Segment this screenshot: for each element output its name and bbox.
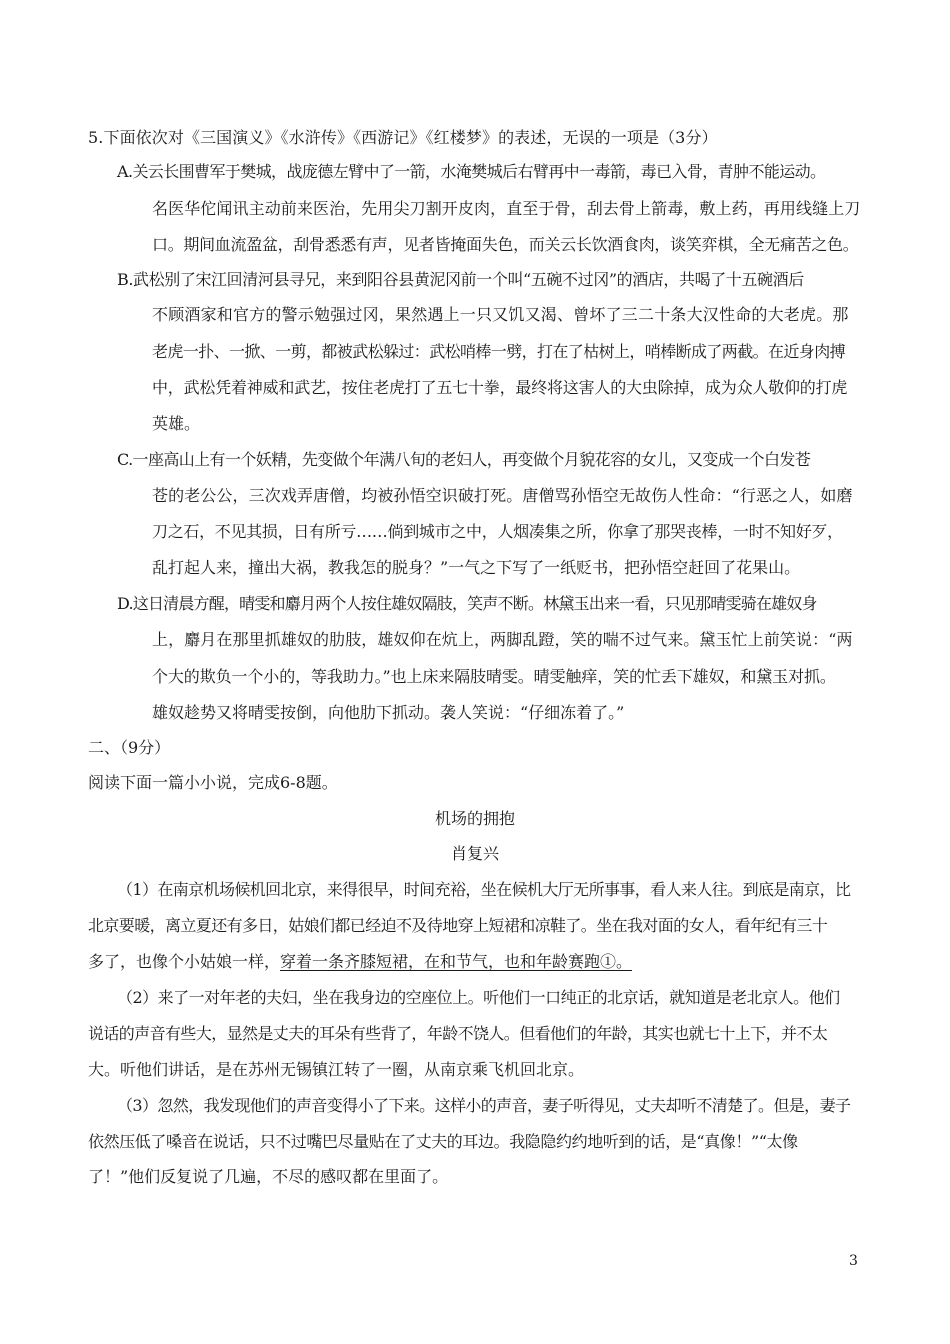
- option-c-line-1: C.一座高山上有一个妖精，先变做个年满八旬的老妇人，再变做个月貌花容的女儿，又变成一个白发苍: [117, 450, 811, 469]
- underlined-phrase-1: 穿着一条齐膝短裙，在和节气，也和年龄赛跑①。: [280, 952, 633, 971]
- option-c-line-2: 苍的老公公，三次戏弄唐僧，均被孙悟空识破打死。唐僧骂孙悟空无故伤人性命：“行恶之人，如磨: [152, 486, 853, 505]
- paragraph-1-line-1: （1）在南京机场候机回北京，来得很早，时间充裕，坐在候机大厅无所事事，看人来人往。到底是南京，比: [117, 880, 851, 899]
- paragraph-2-line-1: （2）来了一对年老的夫妇，坐在我身边的空座位上。听他们一口纯正的北京话，就知道是老北京人。他们: [117, 988, 840, 1007]
- option-b-line-2: 不顾酒家和官方的警示勉强过冈，果然遇上一只又饥又渴、曾坏了三二十条大汉性命的大老虎。那: [152, 305, 849, 324]
- paragraph-3-line-3: 了！”他们反复说了几遍，不尽的感叹都在里面了。: [88, 1167, 449, 1186]
- paragraph-1-line-3: [88, 952, 632, 972]
- option-b-line-5: 英雄。: [152, 414, 201, 433]
- option-d-line-4: 雄奴趁势又将晴雯按倒，向他肋下抓动。袭人笑说：“仔细冻着了。”: [152, 703, 625, 722]
- option-a-line-1: A.关云长围曹军于樊城，战庞德左臂中了一箭，水淹樊城后右臂再中一毒箭，毒已入骨，青肿不能运动。: [117, 162, 826, 181]
- option-a-line-2: 名医华佗闻讯主动前来医治，先用尖刀割开皮肉，直至于骨，刮去骨上箭毒，敷上药，再用线缝上刀: [152, 199, 861, 218]
- question-5-stem: 5.下面依次对《三国演义》《水浒传》《西游记》《红楼梦》的表述，无误的一项是（3分）: [88, 128, 718, 147]
- paragraph-1-line-2: 北京要暖，离立夏还有多日，姑娘们都已经迫不及待地穿上短裙和凉鞋了。坐在我对面的女人，看年纪有三十: [88, 916, 828, 935]
- page-number: 3: [849, 1253, 858, 1269]
- paragraph-2-line-3: 大。听他们讲话，是在苏州无锡镇江转了一圈，从南京乘飞机回北京。: [88, 1060, 585, 1079]
- option-d-line-1: D.这日清晨方醒，晴雯和麝月两个人按住雄奴隔肢，笑声不断。林黛玉出来一看，只见那晴雯骑在雄奴身: [117, 594, 817, 613]
- option-d-line-3: 个大的欺负一个小的，等我助力。”也上床来隔肢晴雯。晴雯触痒，笑的忙丢下雄奴，和黛玉对抓。: [152, 667, 836, 686]
- section-2-instruction: 阅读下面一篇小小说，完成6-8题。: [88, 773, 338, 792]
- option-b-line-4: 中，武松凭着神威和武艺，按住老虎打了五七十拳，最终将这害人的大虫除掉，成为众人敬仰的打虎: [152, 378, 848, 397]
- option-a-line-3: 口。期间血流盈盆，刮骨悉悉有声，见者皆掩面失色，而关云长饮酒食肉，谈笑弈棋，全无痛苦之色。: [152, 235, 859, 254]
- paragraph-1-line-3-text: 多了，也像个小姑娘一样，: [88, 952, 281, 971]
- option-c-line-4: 乱打起人来，撞出大祸，教我怎的脱身？”一气之下写了一纸贬书，把孙悟空赶回了花果山。: [152, 558, 801, 577]
- option-b-line-3: 老虎一扑、一掀、一剪，都被武松躲过：武松哨棒一劈，打在了枯树上，哨棒断成了两截。在近身肉搏: [152, 342, 846, 361]
- option-b-line-1: B.武松别了宋江回清河县寻兄，来到阳谷县黄泥冈前一个叫“五碗不过冈”的酒店，共喝了十五碗酒后: [117, 270, 804, 289]
- option-d-line-2: 上，麝月在那里抓雄奴的肋肢，雄奴仰在炕上，两脚乱蹬，笑的喘不过气来。黛玉忙上前笑说：“两: [152, 630, 853, 649]
- section-2-heading: 二、（9分）: [88, 738, 171, 757]
- story-title: 机场的拥抱: [434, 809, 515, 828]
- story-author: 肖复兴: [450, 844, 499, 863]
- paragraph-3-line-1: （3）忽然，我发现他们的声音变得小了下来。这样小的声音，妻子听得见，丈夫却听不清楚了。但是，妻子: [117, 1096, 851, 1115]
- option-c-line-3: 刀之石，不见其损，日有所亏……倘到城市之中，人烟凑集之所，你拿了那哭丧棒，一时不知好歹，: [152, 522, 843, 541]
- paragraph-2-line-2: 说话的声音有些大，显然是丈夫的耳朵有些背了，年龄不饶人。但看他们的年龄，其实也就七十上下，并不太: [88, 1024, 828, 1043]
- paragraph-3-line-2: 依然压低了嗓音在说话，只不过嘴巴尽量贴在了丈夫的耳边。我隐隐约约地听到的话，是“真像！”“太像: [88, 1132, 798, 1151]
